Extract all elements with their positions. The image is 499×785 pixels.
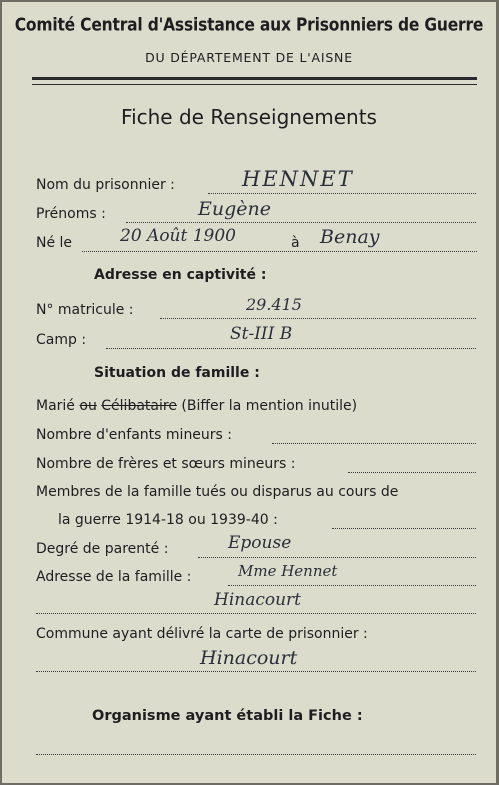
camp-value: St-III B	[230, 324, 293, 344]
freres-label: Nombre de frères et sœurs mineurs :	[36, 456, 296, 472]
department-subtitle: DU DÉPARTEMENT DE L'AISNE	[145, 50, 353, 65]
organisme-dotted-line	[36, 754, 476, 755]
celibataire-label: Célibataire	[101, 398, 177, 414]
header-rule-thin	[32, 84, 477, 85]
captivity-address-heading: Adresse en captivité :	[94, 267, 267, 283]
prenoms-label: Prénoms :	[36, 206, 106, 222]
ou-label: ou	[79, 398, 97, 414]
enfants-dotted-line	[272, 443, 476, 444]
membres-label-line1: Membres de la famille tués ou disparus au cours de	[36, 484, 399, 500]
organisme-heading: Organisme ayant établi la Fiche :	[92, 708, 363, 724]
marie-label: Marié	[36, 398, 75, 414]
birth-place-value: Benay	[320, 226, 380, 248]
nom-value: HENNET	[242, 167, 354, 191]
commune-value: Hinacourt	[200, 647, 298, 669]
nom-dotted-line	[208, 193, 476, 194]
membres-label-line2: la guerre 1914-18 ou 1939-40 :	[58, 512, 278, 528]
membres-dotted-line	[332, 528, 476, 529]
degre-label: Degré de parenté :	[36, 541, 169, 557]
enfants-label: Nombre d'enfants mineurs :	[36, 427, 233, 443]
prenoms-value: Eugène	[198, 198, 271, 220]
birth-date-value: 20 Août 1900	[120, 226, 236, 246]
camp-dotted-line	[106, 348, 476, 349]
freres-dotted-line	[348, 472, 476, 473]
form-card	[2, 2, 496, 783]
organization-title: Comité Central d'Assistance aux Prisonniers de Guerre	[14, 14, 484, 36]
adresse-famille-value-1: Mme Hennet	[238, 562, 338, 580]
adresse-famille-value-2: Hinacourt	[214, 590, 302, 610]
commune-dotted-line	[36, 671, 476, 672]
biffer-instruction: (Biffer la mention inutile)	[181, 398, 358, 414]
matricule-value: 29.415	[246, 295, 302, 314]
ne-a-label: à	[291, 235, 300, 251]
marital-status-line	[36, 398, 357, 414]
adresse-famille-label: Adresse de la famille :	[36, 569, 192, 585]
nom-label: Nom du prisonnier :	[36, 177, 175, 193]
degre-dotted-line	[198, 557, 476, 558]
camp-label: Camp :	[36, 332, 87, 348]
form-title: Fiche de Renseignements	[121, 105, 377, 129]
family-situation-heading: Situation de famille :	[94, 365, 260, 381]
ne-le-dotted-line	[82, 251, 477, 252]
matricule-dotted-line	[160, 318, 476, 319]
adresse-famille-dotted-line-1	[228, 585, 476, 586]
degre-value: Epouse	[228, 533, 292, 553]
header-rule-thick	[32, 77, 477, 80]
adresse-famille-dotted-line-2	[36, 613, 476, 614]
matricule-label: N° matricule :	[36, 302, 134, 318]
prenoms-dotted-line	[126, 222, 476, 223]
ne-le-label: Né le	[36, 235, 73, 251]
commune-label: Commune ayant délivré la carte de prisonnier :	[36, 626, 368, 642]
